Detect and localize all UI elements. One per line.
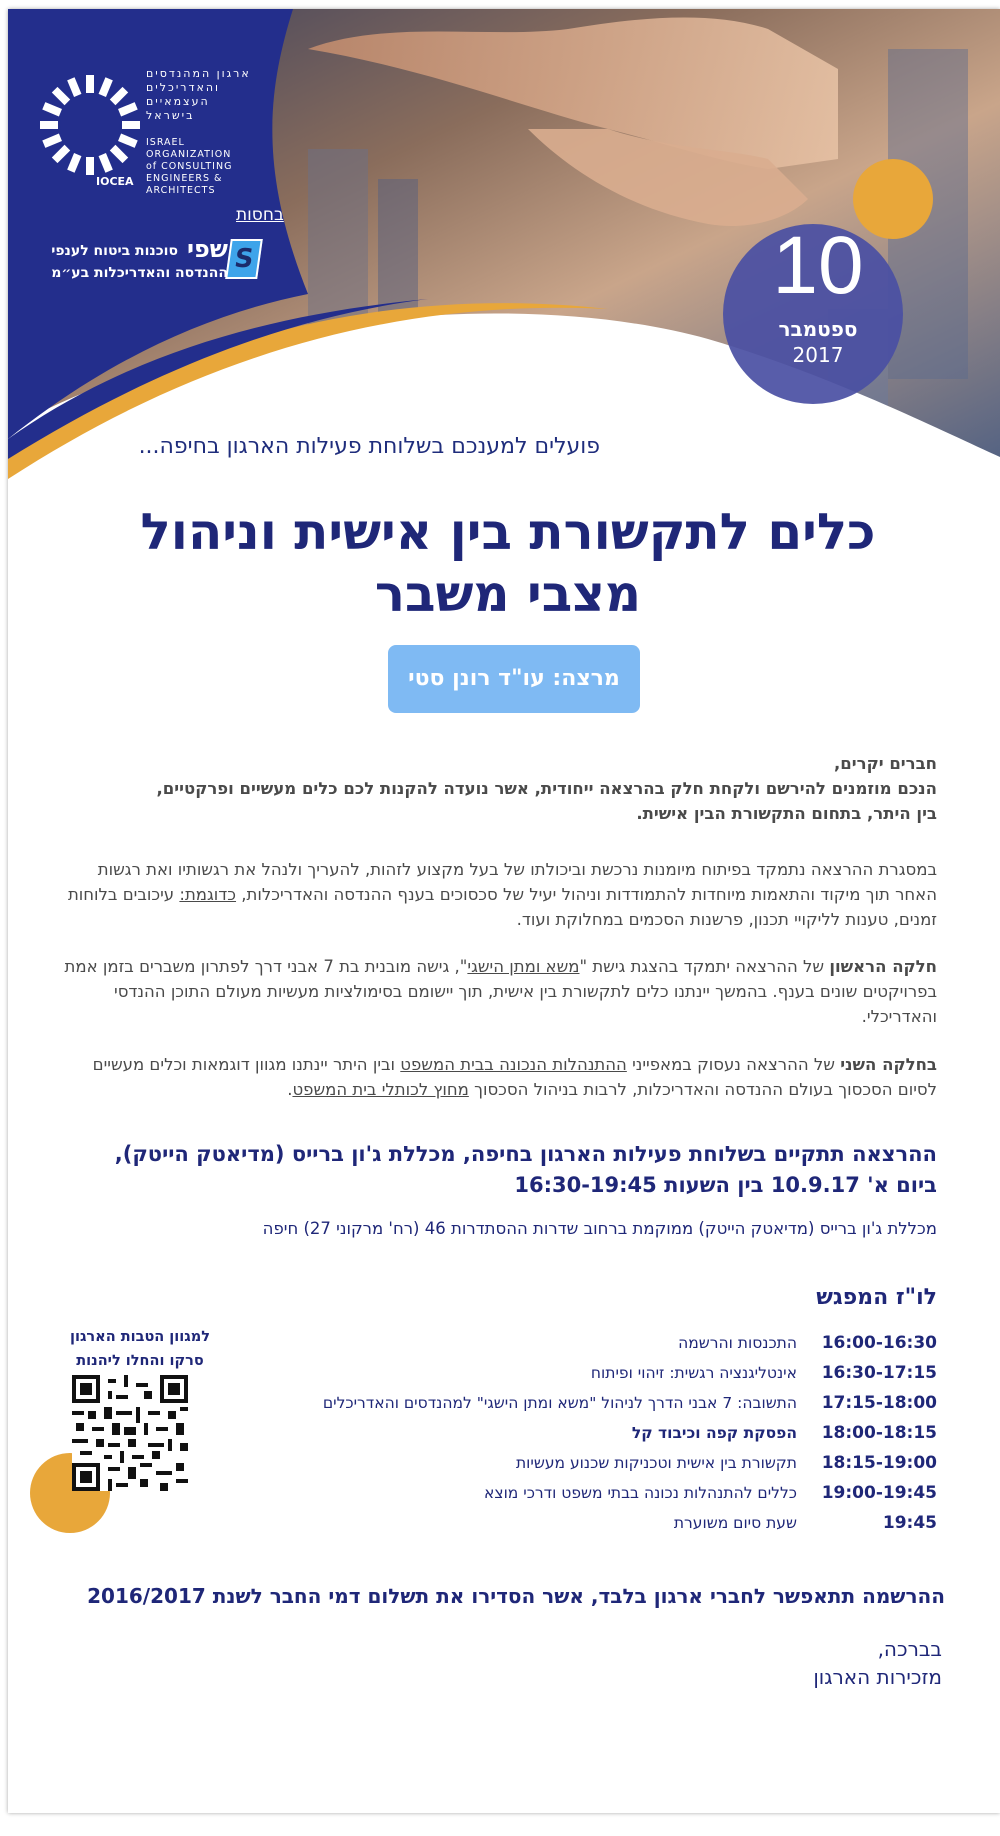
qr-caption: למגוון הטבות הארגון סרקו והחלו ליהנות [70, 1329, 210, 1369]
paragraph-part-one: חלקה הראשון של ההרצאה יתמקד בהצגת גישת "משא ומתן הישגי", גישה מובנית בת 7 אבני דרך לפתרון משברים בזמן אמת בפרויקטים שונים בענף. בהמשך יינתנו כלים לתקשורת בין אישית, תוך יישומם בסימולציות מעשיות מעולם התוכן ההנדסי והאדריכלי. [64, 957, 937, 1026]
tagline: פועלים למענכם בשלוחת פעילות הארגון בחיפה... [138, 434, 600, 459]
venue-address: מכללת ג'ון ברייס (מדיאטק הייטק) ממוקמת ברחוב שדרות ההסתדרות 46 (רח' מרקוני 27) חיפה [262, 1219, 937, 1238]
sponsor-name: שפי [186, 235, 228, 263]
paragraph-intro: במסגרת ההרצאה נתמקד בפיתוח מיומנות נרכשת וביכולתו של בעל מקצוע לזהות, להעריך ולנהל את רגשותיו ואת רגשות האחר תוך מיקוד והתאמות מיוחדות להתמודדות וניהול יעיל של סכסוכים בענף ההנדסה והאדריכלות, כדוגמת: עיכובים בלוחות זמנים, טענות לליקויי תכנון, פרשנות הסכמים במחלוקת ועוד. [67, 860, 937, 929]
venue-details: ההרצאה תתקיים בשלוחת פעילות הארגון בחיפה, מכללת ג'ון ברייס (מדיאטק הייטק), ביום א' 10.9.17 בין השעות 16:30-19:45 [114, 1142, 937, 1197]
org-abbrev: IOCEA [96, 175, 134, 188]
invitation-page [8, 9, 1000, 1813]
date-year: 2017 [792, 343, 844, 367]
schedule-list [237, 1333, 937, 1543]
schedule-row: 16:00-16:30 התכנסות והרשמה [678, 1333, 937, 1353]
schedule-row: 18:00-18:15 הפסקת קפה וכיבוד קל [631, 1423, 937, 1443]
org-name-hebrew: ארגון המהנדסים והאדריכלים העצמאיים בישראל [146, 67, 251, 122]
sponsor-logo-icon: S [225, 239, 263, 279]
lecturer-button[interactable]: מרצה: עו"ד רונן סטי [388, 645, 640, 713]
qr-code-icon[interactable] [72, 1375, 188, 1491]
paragraph-part-two: בחלקה השני של ההרצאה נעסוק במאפייני ההתנהלות הנכונה בבית המשפט ובין היתר יינתנו מגוון דוגמאות וכלים מעשיים לסיום הסכסוך בעולם ההנדסה והאדריכלות, לרבות בניהול הסכסוך מחוץ לכותלי בית המשפט. [92, 1055, 937, 1099]
hero-banner [8, 9, 1000, 479]
schedule-row: 17:15-18:00 התשובה: 7 אבני הדרך לניהול "משא ומתן הישגי" למהנדסים והאדריכלים [322, 1393, 937, 1413]
schedule-row: 19:45 שעת סיום משוערת [673, 1513, 937, 1533]
sponsorship-label: בחסות [236, 205, 284, 225]
schedule-row: 16:30-17:15 אינטליגנציה רגשית: זיהוי ופיתוח [590, 1363, 937, 1383]
schedule-row: 19:00-19:45 כללים להתנהלות נכונה בבתי משפט ודרכי מוצא [484, 1483, 937, 1503]
org-name-english: ISRAEL ORGANIZATION of CONSULTING ENGINEERS & ARCHITECTS [146, 137, 233, 196]
sponsor-desc-2: ההנדסה והאדריכלות בע״מ [51, 265, 228, 281]
date-day: 10 [772, 220, 864, 311]
date-month: ספטמבר [778, 317, 858, 341]
schedule-row: 18:15-19:00 תקשורת בין אישית וטכניקות שכנוע מעשיות [515, 1453, 937, 1473]
signature: בברכה, מזכירות הארגון [813, 1637, 942, 1689]
greeting: חברים יקרים, הנכם מוזמנים להירשם ולקחת חלק בהרצאה ייחודית, אשר נועדה להקנות לכם כלים מעשיים ופרקטיים, בין היתר, בתחום התקשורת הבין אישית. [156, 754, 937, 823]
registration-note: ההרשמה תתאפשר לחברי ארגון בלבד, אשר הסדירו את תשלום דמי החבר לשנת 2016/2017 [87, 1584, 945, 1608]
schedule-title: לו"ז המפגש [816, 1285, 937, 1310]
sponsor-desc-1: סוכנות ביטוח לענפי [51, 243, 178, 259]
event-title: כלים לתקשורת בין אישית וניהול מצבי משבר [140, 503, 876, 623]
sponsor-block [38, 233, 298, 293]
